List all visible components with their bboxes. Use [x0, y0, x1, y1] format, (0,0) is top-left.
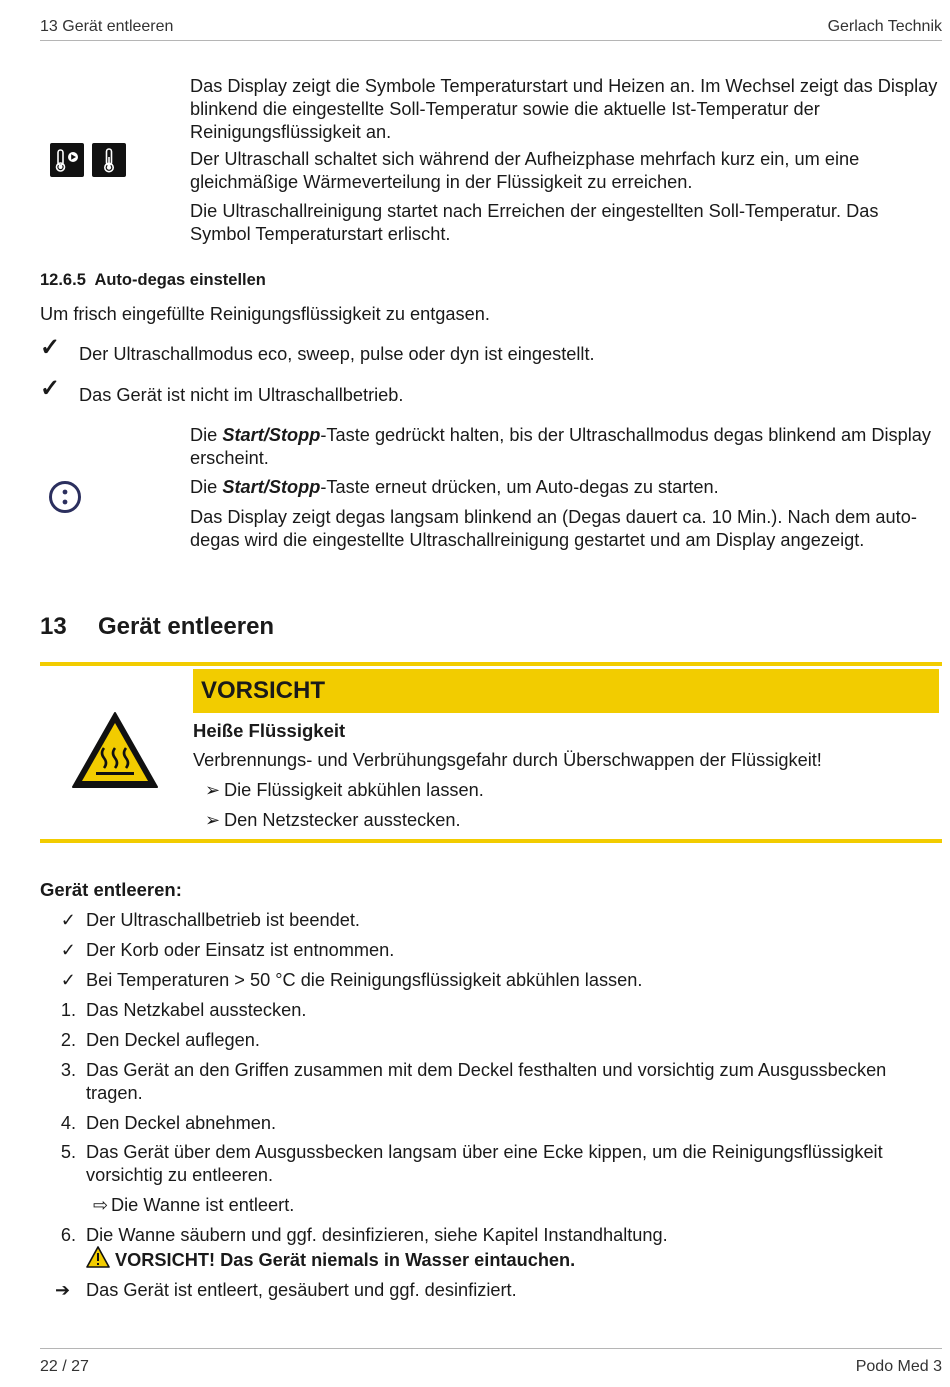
step-result: Die Wanne ist entleert.	[111, 1195, 295, 1215]
step-warning: VORSICHT! Das Gerät niemals in Wasser eintauchen.	[115, 1250, 576, 1270]
key-name: Start/Stopp	[222, 425, 321, 445]
checkmark-icon: ✓	[40, 375, 61, 402]
page-number: 22 / 27	[40, 1358, 89, 1375]
warning-action: Die Flüssigkeit abkühlen lassen.	[224, 780, 484, 800]
step-number: 4.	[60, 1113, 76, 1133]
chapter-title: Gerät entleeren	[98, 613, 275, 640]
warning-bottom-border	[40, 839, 942, 843]
warning-action: Den Netzstecker ausstecken.	[224, 810, 461, 830]
section-number: 12.6.5	[40, 271, 86, 289]
paragraph: Der Ultraschall schaltet sich während der Aufheizphase mehrfach kurz ein, um eine gleichmäßige Wärmeverteilung in der Flüssigkeit zu erreichen.	[190, 149, 860, 192]
procedure-title: Gerät entleeren:	[40, 879, 182, 900]
section-title: Auto-degas einstellen	[94, 271, 266, 289]
product-name: Podo Med 3	[855, 1358, 942, 1375]
thermometer-play-icon	[50, 143, 84, 177]
header-chapter: 13 Gerät entleeren	[40, 18, 174, 35]
arrow-right-icon: ➢	[205, 810, 221, 830]
warning-banner	[193, 669, 939, 713]
list-item: Der Korb oder Einsatz ist entnommen.	[86, 940, 395, 960]
paragraph: Das Display zeigt die Symbole Temperaturstart und Heizen an. Im Wechsel zeigt das Display blinkend die eingestellte Soll-Temperatur sowie die aktuelle Ist-Temperatur der Reinigungsflüssigkeit an.	[190, 76, 938, 142]
hot-surface-warning-icon	[70, 710, 160, 790]
arrow-right-icon: ➢	[205, 780, 221, 800]
step-number: 6.	[60, 1225, 76, 1245]
paragraph: Die Start/Stopp-Taste erneut drücken, um Auto-degas zu starten.	[190, 477, 719, 497]
step-text: Den Deckel abnehmen.	[86, 1113, 277, 1133]
checkmark-icon: ✓	[60, 940, 76, 960]
checkmark-icon: ✓	[60, 970, 76, 990]
section-heading	[40, 271, 266, 290]
thermometer-icon	[92, 143, 126, 177]
step-number: 5.	[60, 1142, 76, 1162]
step-text: Den Deckel auflegen.	[86, 1030, 260, 1050]
checkmark-icon: ✓	[40, 334, 61, 361]
warning-label: VORSICHT	[201, 677, 326, 704]
step-number: 2.	[60, 1030, 76, 1050]
header-divider	[40, 40, 942, 41]
paragraph: Das Display zeigt degas langsam blinkend an (Degas dauert ca. 10 Min.). Nach dem auto-degas wird die eingestellte Ultraschallreinigung gestartet und am Display angezeigt.	[190, 507, 917, 550]
paragraph: Die Start/Stopp-Taste gedrückt halten, bis der Ultraschallmodus degas blinkend am Display erscheint.	[190, 425, 931, 468]
warning-triangle-icon	[86, 1246, 110, 1268]
list-item: Der Ultraschallbetrieb ist beendet.	[86, 910, 360, 930]
result-arrow-icon: ⇨	[93, 1195, 109, 1215]
procedure-result: Das Gerät ist entleert, gesäubert und ggf. desinfiziert.	[86, 1280, 517, 1300]
chapter-number: 13	[40, 613, 67, 640]
checkmark-icon: ✓	[60, 910, 76, 930]
list-item: Bei Temperaturen > 50 °C die Reinigungsflüssigkeit abkühlen lassen.	[86, 970, 643, 990]
step-number: 1.	[60, 1000, 76, 1020]
step-text: Das Gerät über dem Ausgussbecken langsam über eine Ecke kippen, um die Reinigungsflüssigkeit vorsichtig zu entleeren.	[86, 1142, 883, 1185]
precondition: Der Ultraschallmodus eco, sweep, pulse oder dyn ist eingestellt.	[79, 344, 595, 364]
result-arrow-icon: ➔	[55, 1280, 71, 1300]
section-intro: Um frisch eingefüllte Reinigungsflüssigkeit zu entgasen.	[40, 304, 490, 324]
step-text: Das Gerät an den Griffen zusammen mit dem Deckel festhalten und vorsichtig zum Ausgussbecken tragen.	[86, 1060, 887, 1103]
header-company: Gerlach Technik	[827, 18, 942, 35]
step-number: 3.	[60, 1060, 76, 1080]
start-stop-button-icon	[48, 480, 82, 514]
paragraph: Die Ultraschallreinigung startet nach Erreichen der eingestellten Soll-Temperatur. Das Symbol Temperaturstart erlischt.	[190, 201, 879, 244]
warning-top-border	[40, 662, 942, 666]
warning-text: Verbrennungs- und Verbrühungsgefahr durch Überschwappen der Flüssigkeit!	[193, 750, 822, 770]
key-name: Start/Stopp	[222, 477, 321, 497]
precondition: Das Gerät ist nicht im Ultraschallbetrieb.	[79, 385, 404, 405]
step-text: Das Netzkabel ausstecken.	[86, 1000, 307, 1020]
footer-divider	[40, 1348, 942, 1349]
warning-subtitle: Heiße Flüssigkeit	[193, 720, 346, 741]
step-text: Die Wanne säubern und ggf. desinfizieren, siehe Kapitel Instandhaltung.	[86, 1225, 668, 1245]
